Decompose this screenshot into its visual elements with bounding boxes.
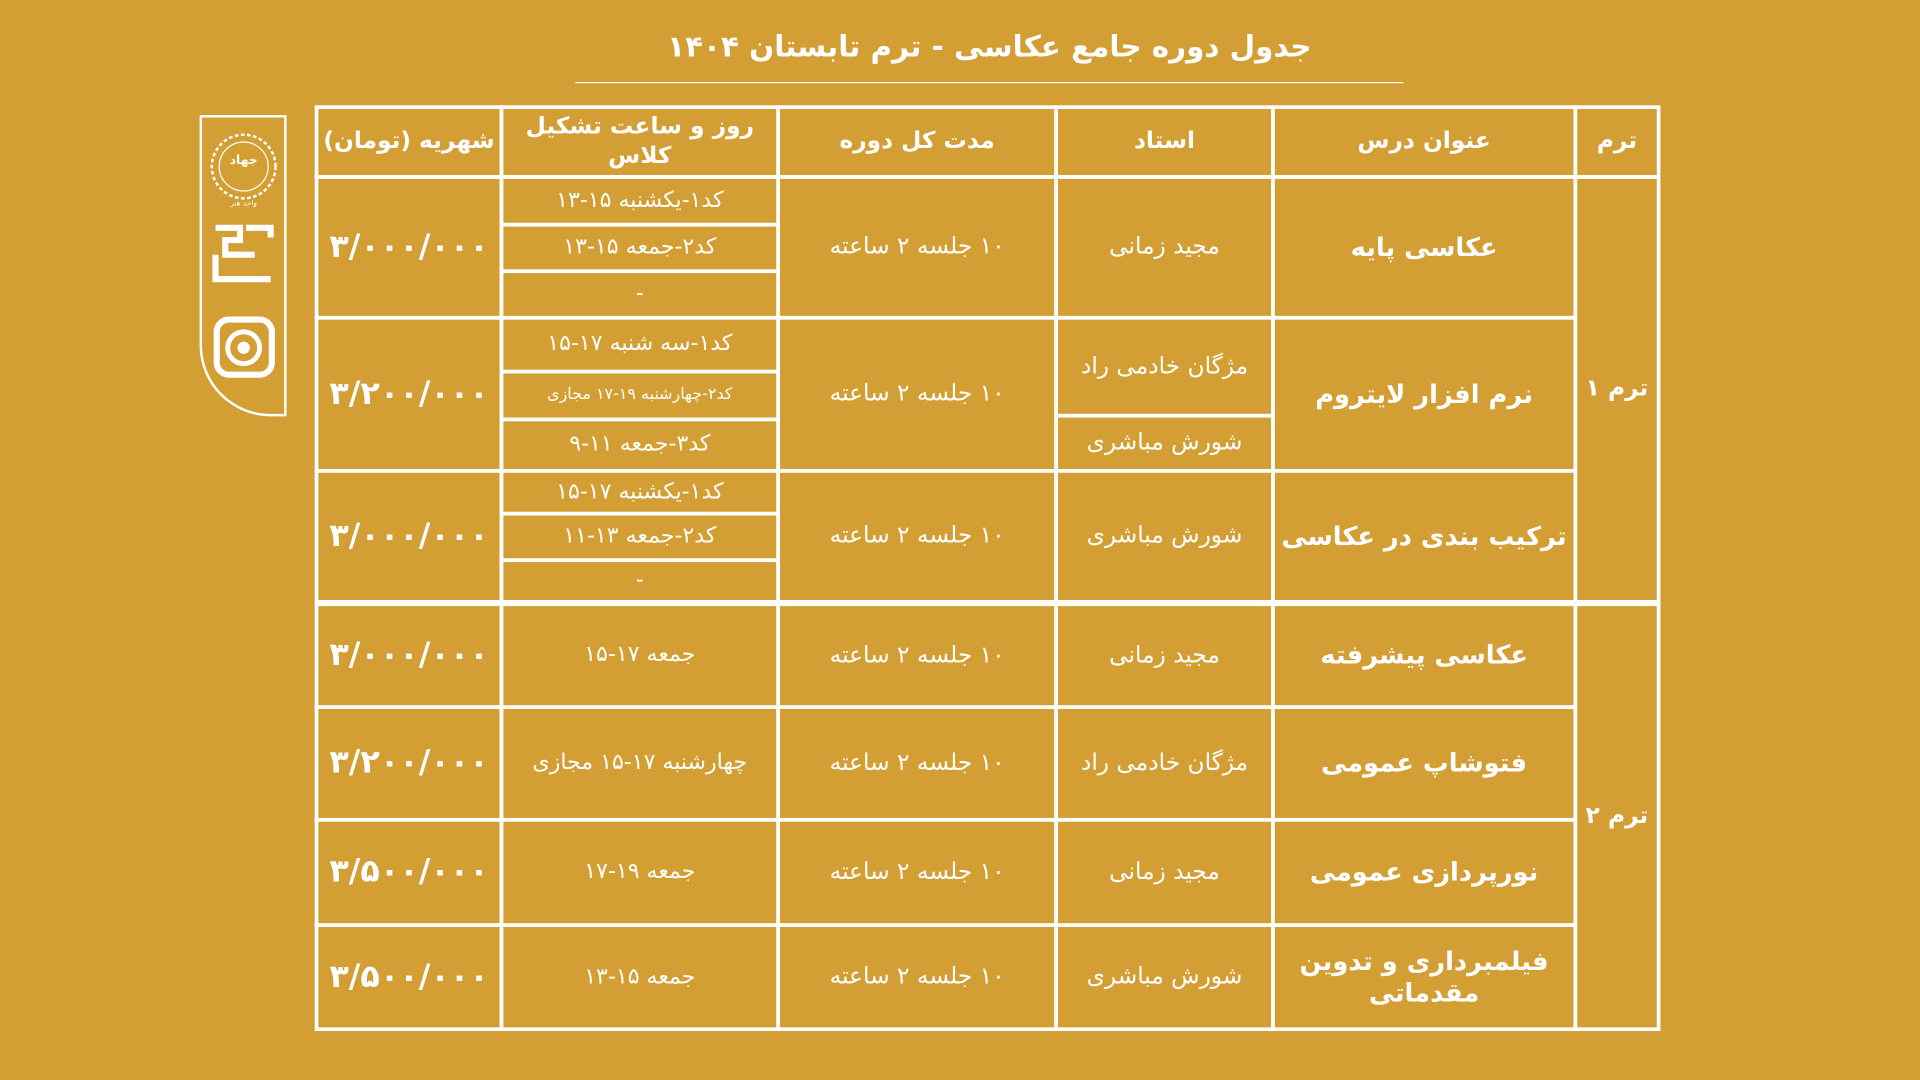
course-teacher: مژگان خادمی راد <box>1054 316 1274 418</box>
course-fee: ۳/۲۰۰/۰۰۰ <box>315 316 504 473</box>
course-fee: ۳/۰۰۰/۰۰۰ <box>315 469 504 604</box>
logo-panel <box>200 115 287 416</box>
schedule-slot: جمعه ۱۵-۱۳ <box>500 923 780 1031</box>
schedule-slot: جمعه ۱۷-۱۵ <box>500 602 780 709</box>
course-title: ترکیب بندی در عکاسی <box>1271 469 1577 604</box>
course-duration: ۱۰ جلسه ۲ ساعته <box>776 175 1058 319</box>
schedule-slot: کد۲-جمعه ۱۳-۱۱ <box>500 512 780 562</box>
title-underline <box>576 82 1404 83</box>
course-duration: ۱۰ جلسه ۲ ساعته <box>776 705 1058 821</box>
course-title: نرم افزار لایتروم <box>1271 316 1577 473</box>
schedule-slot: کد۲-جمعه ۱۵-۱۳ <box>500 223 780 273</box>
schedule-slot: - <box>500 269 780 319</box>
term-1-label: ترم ۱ <box>1573 175 1660 604</box>
course-title: فتوشاپ عمومی <box>1271 705 1577 821</box>
svg-text:واحد هنر: واحد هنر <box>230 198 257 208</box>
header-term: ترم <box>1573 105 1660 178</box>
schedule-slot: کد۱-یکشنبه ۱۵-۱۳ <box>500 175 780 226</box>
course-fee: ۳/۰۰۰/۰۰۰ <box>315 602 504 709</box>
schedule-slot: کد۱-سه شنبه ۱۷-۱۵ <box>500 316 780 374</box>
course-duration: ۱۰ جلسه ۲ ساعته <box>776 602 1058 709</box>
course-teacher: شورش مباشری <box>1054 414 1274 473</box>
jahad-logo-icon <box>202 118 284 412</box>
schedule-slot: جمعه ۱۹-۱۷ <box>500 818 780 927</box>
schedule-slot: کد۳-جمعه ۱۱-۹ <box>500 418 780 473</box>
course-fee: ۳/۰۰۰/۰۰۰ <box>315 175 504 319</box>
course-teacher: مجید زمانی <box>1054 818 1274 927</box>
header-fee: شهریه (تومان) <box>315 105 504 178</box>
page-title: جدول دوره جامع عکاسی - ترم تابستان ۱۴۰۴ <box>667 29 1312 64</box>
svg-text:جهاد: جهاد <box>229 153 258 168</box>
course-fee: ۳/۲۰۰/۰۰۰ <box>315 705 504 821</box>
course-duration: ۱۰ جلسه ۲ ساعته <box>776 469 1058 604</box>
term-2-label: ترم ۲ <box>1573 602 1660 1031</box>
schedule-slot: - <box>500 558 780 603</box>
course-title: عکاسی پایه <box>1271 175 1577 319</box>
course-title: فیلمبرداری و تدوین مقدماتی <box>1271 923 1577 1031</box>
header-duration: مدت کل دوره <box>776 105 1058 178</box>
header-teacher: استاد <box>1054 105 1274 178</box>
header-course: عنوان درس <box>1271 105 1577 178</box>
schedule-slot: کد۱-یکشنبه ۱۷-۱۵ <box>500 469 780 516</box>
course-teacher: مجید زمانی <box>1054 602 1274 709</box>
course-title: نورپردازی عمومی <box>1271 818 1577 927</box>
schedule-slot: کد۲-چهارشنبه ۱۹-۱۷ مجازی <box>500 370 780 421</box>
course-teacher: مژگان خادمی راد <box>1054 705 1274 821</box>
schedule-slot: چهارشنبه ۱۷-۱۵ مجازی <box>500 705 780 821</box>
course-teacher: شورش مباشری <box>1054 923 1274 1031</box>
course-duration: ۱۰ جلسه ۲ ساعته <box>776 316 1058 473</box>
course-title: عکاسی پیشرفته <box>1271 602 1577 709</box>
course-teacher: شورش مباشری <box>1054 469 1274 604</box>
course-fee: ۳/۵۰۰/۰۰۰ <box>315 923 504 1031</box>
course-teacher: مجید زمانی <box>1054 175 1274 319</box>
header-schedule: روز و ساعت تشکیل کلاس <box>500 105 780 178</box>
course-fee: ۳/۵۰۰/۰۰۰ <box>315 818 504 927</box>
course-duration: ۱۰ جلسه ۲ ساعته <box>776 923 1058 1031</box>
course-duration: ۱۰ جلسه ۲ ساعته <box>776 818 1058 927</box>
